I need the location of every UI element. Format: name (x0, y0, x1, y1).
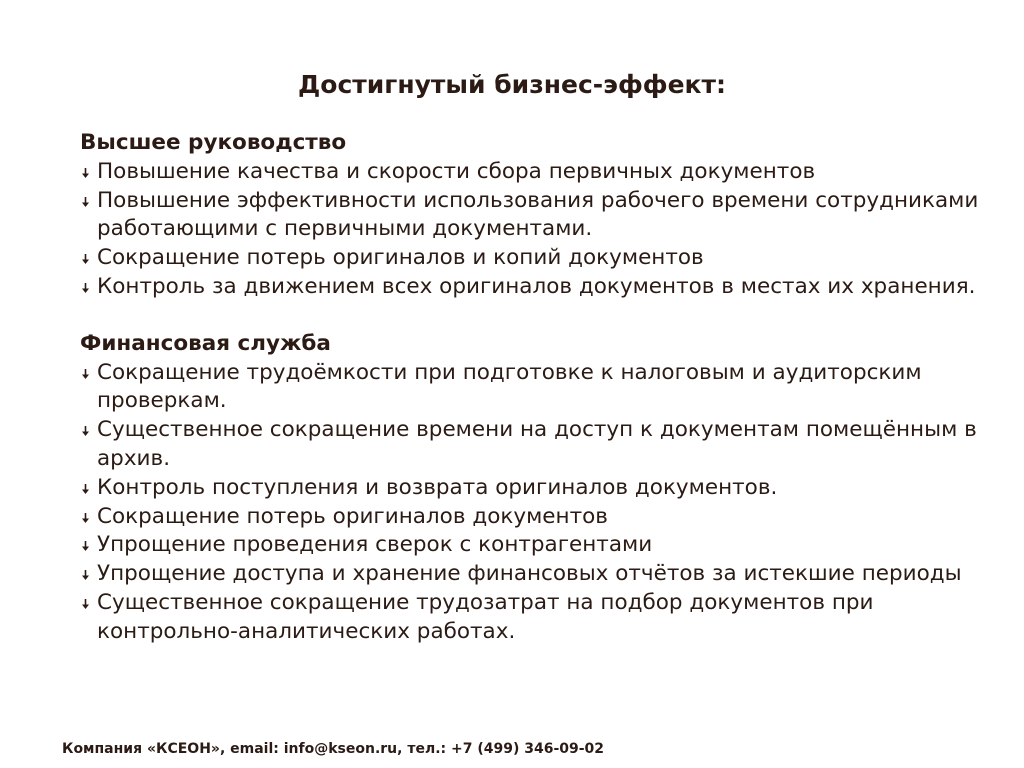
slide-content (80, 129, 980, 647)
list-item-text: Сокращение потерь оригиналов и копий документов (97, 245, 704, 271)
footer-contact: Компания «КСЕОН», email: info@kseon.ru, тел.: +7 (499) 346-09-02 (62, 741, 605, 757)
list-item (80, 531, 980, 560)
arrow-down-icon (81, 369, 90, 380)
list-item-text: Существенное сокращение трудозатрат на подбор документов при контрольно-аналитических работах. (97, 589, 874, 644)
arrow-down-icon (81, 599, 90, 610)
list-item (80, 187, 980, 245)
list-item-text: Повышение эффективности использования рабочего времени сотрудниками работающими с первичными документами. (97, 187, 979, 242)
list-item (80, 244, 980, 273)
list-item (80, 560, 980, 589)
list-item-text: Сокращение потерь оригиналов документов (97, 503, 608, 529)
list-item-text: Контроль поступления и возврата оригиналов документов. (97, 474, 778, 500)
arrow-down-icon (81, 484, 90, 495)
list-item-text: Упрощение проведения сверок с контрагентами (97, 532, 653, 558)
bullet-list (80, 158, 980, 302)
section-heading: Финансовая служба (80, 330, 331, 356)
arrow-down-icon (81, 513, 90, 524)
section-heading: Высшее руководство (80, 130, 347, 155)
arrow-down-icon (81, 541, 90, 552)
list-item-text: Контроль за движением всех оригиналов документов в местах их хранения. (97, 273, 976, 299)
section-finance (80, 330, 980, 647)
list-item-text: Упрощение доступа и хранение финансовых отчётов за истекшие периоды (97, 561, 962, 587)
list-item (80, 589, 980, 647)
list-item-text: Существенное сокращение времени на доступ к документам помещённым в архив. (97, 417, 977, 471)
list-item (80, 273, 980, 302)
arrow-down-icon (81, 254, 90, 265)
slide-title: Достигнутый бизнес-эффект: (298, 70, 726, 99)
list-item-text: Повышение качества и скорости сбора первичных документов (97, 158, 816, 184)
arrow-down-icon (81, 570, 90, 581)
section-spacer (80, 302, 980, 330)
list-item (80, 158, 980, 187)
list-item-text: Сокращение трудоёмкости при подготовке к налоговым и аудиторским проверкам. (97, 359, 922, 414)
list-item (80, 359, 980, 417)
list-item (80, 503, 980, 532)
arrow-down-icon (81, 426, 90, 437)
bullet-list (80, 359, 980, 647)
list-item (80, 474, 980, 503)
arrow-down-icon (81, 168, 90, 179)
section-top-management (80, 129, 980, 302)
list-item (80, 416, 980, 474)
arrow-down-icon (81, 197, 90, 208)
arrow-down-icon (81, 283, 90, 294)
